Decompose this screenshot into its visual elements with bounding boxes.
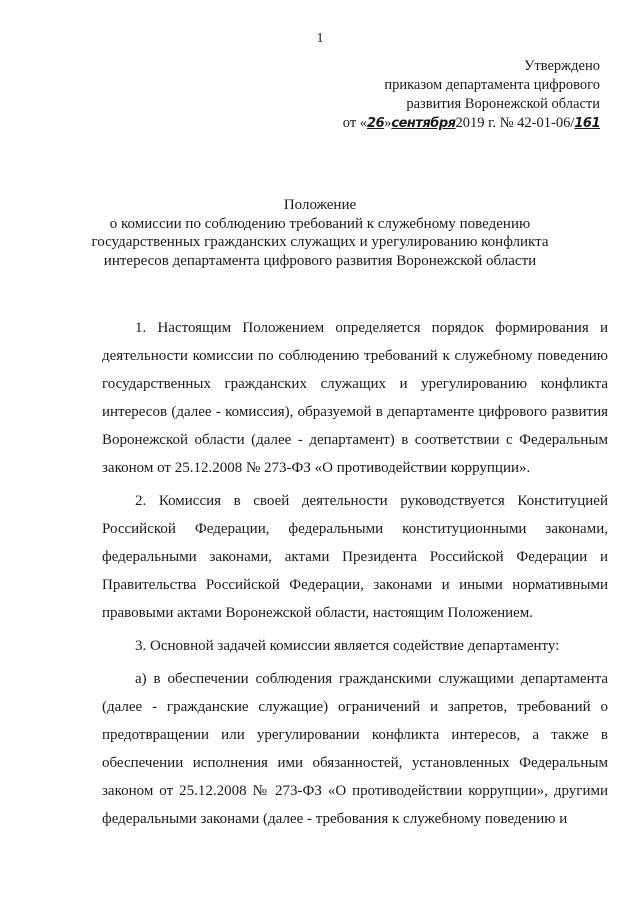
title-heading: Положение bbox=[283, 197, 357, 213]
document-title bbox=[80, 196, 560, 270]
paragraph-4: а) в обеспечении соблюдения гражданскими служащими департамента (далее - гражданские служащие) ограничений и запретов, требований о предотвращении или урегулировании конфликта интересов, а также в обеспечении исполнения ими обязанностей, установленных Федеральным законом от 25.12.2008 № 273-ФЗ «О противодействии коррупции», другими федеральными законами (далее - требования к служебному поведению и bbox=[102, 671, 608, 827]
approval-line-order: приказом департамента цифрового bbox=[384, 77, 600, 93]
approval-stamp bbox=[270, 57, 600, 133]
title-line-3: интересов департамента цифрового развития Воронежской области bbox=[103, 252, 537, 269]
handwritten-order-number: 161 bbox=[574, 116, 600, 131]
date-year: 2019 г. № 42-01-06/ bbox=[455, 115, 575, 131]
handwritten-day: 26 bbox=[367, 116, 385, 131]
approval-line-department: развития Воронежской области bbox=[406, 96, 600, 112]
paragraph-3: 3. Основной задачей комиссии является содействие департаменту: bbox=[135, 638, 560, 654]
handwritten-month: сентября bbox=[391, 116, 456, 131]
document-body bbox=[102, 314, 608, 838]
date-mid: » bbox=[384, 115, 392, 131]
approval-line-approved: Утверждено bbox=[524, 58, 600, 74]
title-line-2: государственных гражданских служащих и урегулированию конфликта bbox=[91, 234, 549, 250]
page-number: 1 bbox=[316, 31, 324, 46]
title-line-1: о комиссии по соблюдению требований к служебному поведению bbox=[109, 215, 531, 232]
paragraph-2: 2. Комиссия в своей деятельности руководствуется Конституцией Российской Федерации, федеральными конституционными законами, федеральными законами, актами Президента Российской Федерации и Правительства Российской Федерации, законами и иными нормативными правовыми актами Воронежской области, настоящим Положением. bbox=[102, 493, 608, 621]
date-prefix: от « bbox=[342, 115, 368, 131]
approval-date-line bbox=[270, 114, 600, 133]
paragraph-1: 1. Настоящим Положением определяется порядок формирования и деятельности комиссии по соблюдению требований к служебному поведению государственных гражданских служащих и урегулированию конфликта интересов (далее - комиссия), образуемой в департаменте цифрового развития Воронежской области (далее - департамент) в соответствии с Федеральным законом от 25.12.2008 № 273-ФЗ «О противодействии коррупции». bbox=[102, 320, 608, 476]
